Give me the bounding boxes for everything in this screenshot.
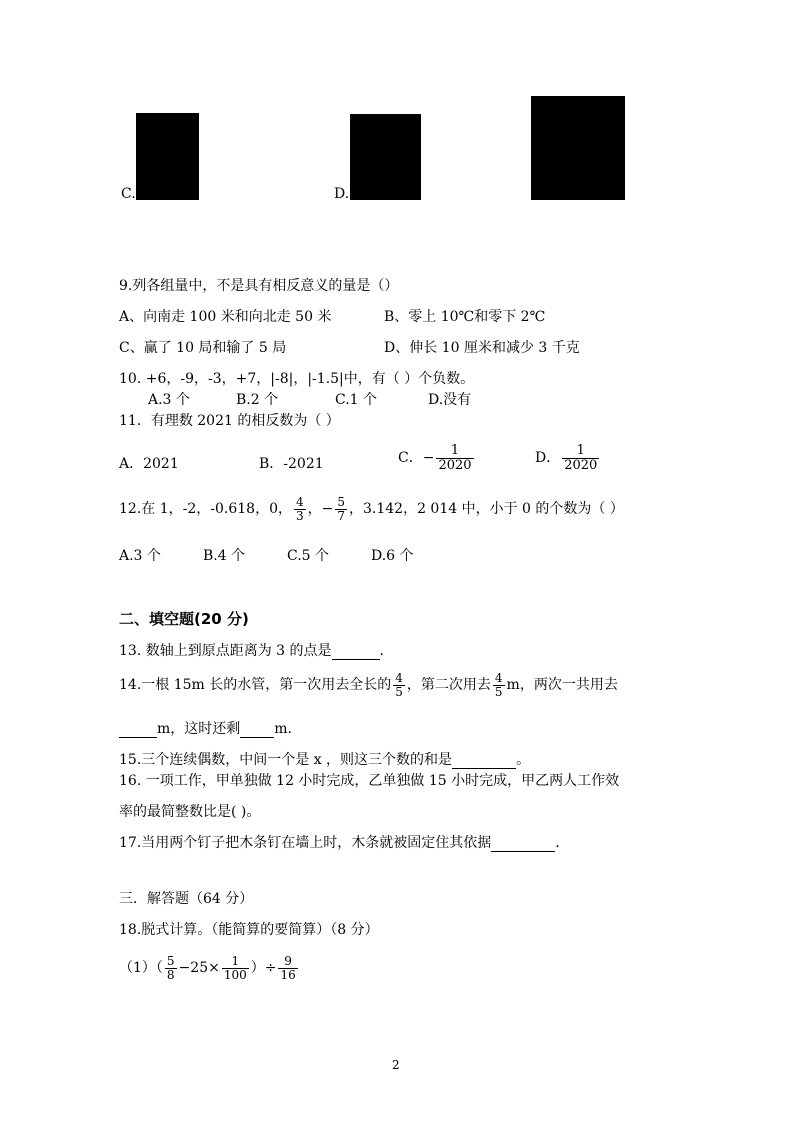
q12-stem-mid: ， <box>307 501 322 518</box>
q12-option-c: C.5 个 <box>287 548 330 564</box>
fraction-numerator: 1 <box>576 443 585 458</box>
q10-option-a: A.3 个 <box>148 392 190 408</box>
q14-fraction-1 <box>393 672 405 698</box>
fraction-denominator: 5 <box>494 684 503 699</box>
fraction-denominator: 100 <box>223 967 247 982</box>
fraction-denominator: 7 <box>337 508 345 523</box>
q11-option-d-letter: D． <box>535 450 561 467</box>
q12-stem <box>119 496 624 522</box>
option-extra-image <box>531 96 625 200</box>
option-c-image <box>136 113 199 200</box>
q12-option-d: D.6 个 <box>371 548 414 564</box>
option-d-image <box>350 114 421 200</box>
q11-option-d <box>535 444 601 472</box>
fraction-numerator: 5 <box>337 495 345 509</box>
q11-option-c-fraction <box>436 444 473 472</box>
q9-option-c: C、赢了 10 局和输了 5 局 <box>119 340 287 356</box>
q14-line2-text: m，这时还剩 <box>157 721 241 737</box>
q18-operator-1: −25× <box>178 960 220 977</box>
q10-option-b: B.2 个 <box>236 392 279 408</box>
fraction-denominator: 5 <box>395 684 403 699</box>
q18-operator-2: ）÷ <box>250 960 277 977</box>
q14-text-mid: ，第二次用去 <box>406 677 491 694</box>
option-c-label: C. <box>121 186 136 202</box>
q10-stem: 10. +6，-9，-3，+7，|-8|，|-1.5|中，有（ ）个负数。 <box>119 371 475 387</box>
q9-option-a: A、向南走 100 米和向北走 50 米 <box>119 309 332 325</box>
q14-remain-blank[interactable] <box>240 721 274 738</box>
q12-option-a: A.3 个 <box>119 548 161 564</box>
fraction-numerator: 9 <box>284 954 292 968</box>
fraction-denominator: 2020 <box>564 457 598 473</box>
q11-option-c-letter: C． <box>398 450 423 467</box>
fraction-numerator: 4 <box>295 495 304 509</box>
q18-stem: 18.脱式计算。（能简算的要简算）（8 分） <box>119 922 379 938</box>
q13-text: 13. 数轴上到原点距离为 3 的点是 <box>119 643 332 659</box>
q17 <box>119 832 560 852</box>
q12-option-b: B.4 个 <box>203 548 246 564</box>
q12-stem-post: ，3.142，2 014 中，小于 0 的个数为（ ） <box>349 501 624 518</box>
q12-minus: − <box>321 501 334 518</box>
q12-fraction-4-3 <box>294 496 306 522</box>
option-d-label: D. <box>334 186 350 202</box>
q12-stem-pre: 12.在 1，-2，-0.618，0， <box>119 501 292 518</box>
fraction-denominator: 16 <box>280 967 296 982</box>
fraction-numerator: 1 <box>450 443 460 458</box>
q18-expression-label: （1）（ <box>119 960 163 977</box>
q13-end: . <box>379 643 384 659</box>
q9-option-b: B、零上 10℃和零下 2℃ <box>384 309 546 325</box>
q16-line1: 16. 一项工作，甲单独做 12 小时完成，乙单独做 15 小时完成，甲乙两人工作效 <box>119 773 620 789</box>
q18-fraction-1-100 <box>222 955 249 981</box>
q11-stem: 11．有理数 2021 的相反数为（ ） <box>119 413 340 429</box>
fraction-numerator: 4 <box>494 671 503 685</box>
q15-answer-blank[interactable] <box>452 752 516 769</box>
fraction-numerator: 1 <box>231 954 240 968</box>
q14-text-post: m，两次一共用去 <box>506 677 618 694</box>
q10-option-c: C.1 个 <box>335 392 378 408</box>
q14-total-blank[interactable] <box>119 721 157 738</box>
q17-end: . <box>555 835 560 851</box>
q14-line1 <box>119 672 618 698</box>
q17-text: 17.当用两个钉子把木条钉在墙上时，木条就被固定住其依据 <box>119 835 492 851</box>
fraction-numerator: 5 <box>166 954 175 968</box>
page-number: 2 <box>392 1058 400 1072</box>
q13 <box>119 640 384 660</box>
q11-option-c <box>398 444 476 472</box>
q11-option-c-minus: − <box>422 450 435 467</box>
q14-line2-end: m. <box>274 721 293 737</box>
q11-option-a: A．2021 <box>119 456 179 472</box>
q18-fraction-9-16 <box>278 955 297 981</box>
q17-answer-blank[interactable] <box>491 835 555 852</box>
q9-option-d: D、伸长 10 厘米和减少 3 千克 <box>384 340 580 356</box>
q18-expression-1 <box>119 955 300 981</box>
q14-text-pre: 14.一根 15m 长的水管，第一次用去全长的 <box>119 677 392 694</box>
fraction-denominator: 2020 <box>438 457 472 473</box>
q11-option-b: B．-2021 <box>259 456 324 472</box>
q14-fraction-2 <box>493 672 505 698</box>
fraction-numerator: 4 <box>395 671 403 685</box>
section3-title: 三．解答题（64 分） <box>119 891 254 907</box>
q15-end: 。 <box>516 752 531 768</box>
q9-stem: 9.列各组量中，不是具有相反意义的量是（） <box>119 278 399 294</box>
q15-text: 15.三个连续偶数，中间一个是 x ，则这三个数的和是 <box>119 752 453 768</box>
q10-option-d: D.没有 <box>428 392 472 408</box>
q11-option-d-fraction <box>562 444 599 472</box>
q15 <box>119 749 530 769</box>
section2-title: 二、填空题(20 分) <box>119 610 249 628</box>
q16-line2: 率的最简整数比是( )。 <box>119 804 261 820</box>
q12-fraction-5-7 <box>335 496 347 522</box>
fraction-denominator: 3 <box>295 508 304 523</box>
q13-answer-blank[interactable] <box>332 643 380 660</box>
fraction-denominator: 8 <box>166 967 175 982</box>
q14-line2 <box>119 718 292 738</box>
q18-fraction-5-8 <box>165 955 177 981</box>
